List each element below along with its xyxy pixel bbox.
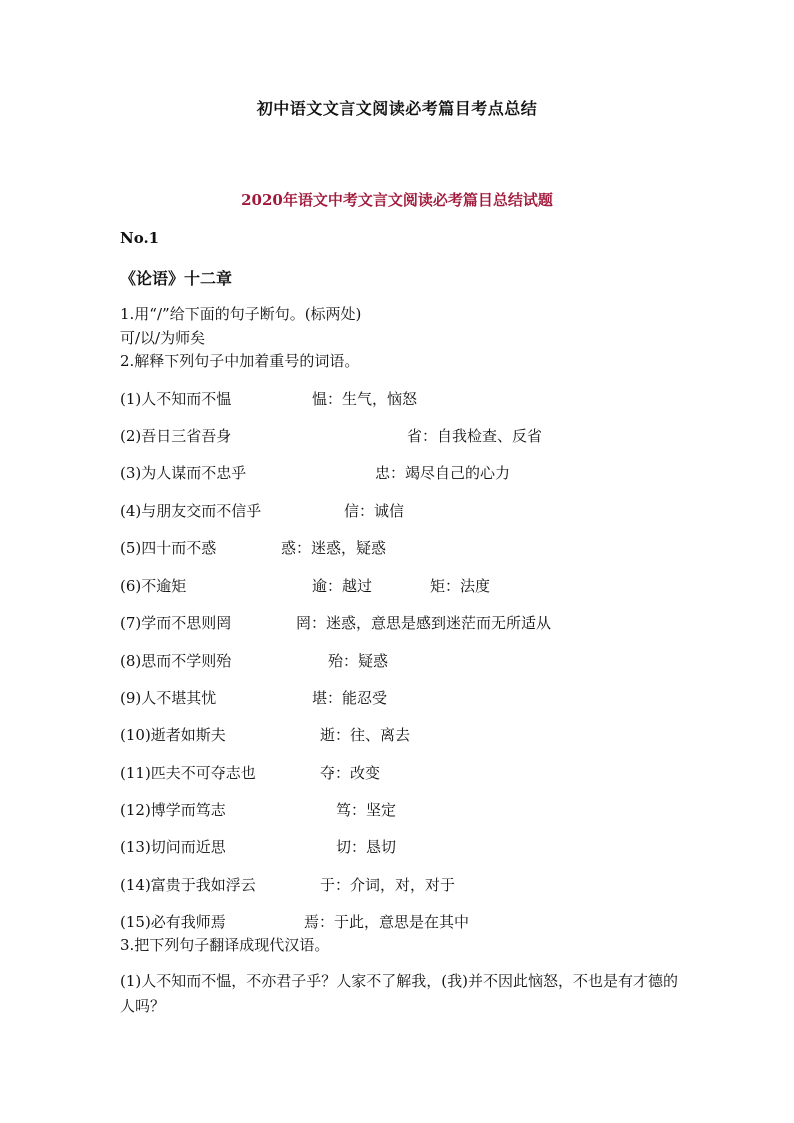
vocab-gloss: 逾：越过 xyxy=(312,577,373,595)
vocab-phrase: (6)不逾矩 xyxy=(120,577,187,595)
vocab-phrase: (9)人不堪其忧 xyxy=(120,689,217,707)
vocab-phrase: (7)学而不思则罔 xyxy=(120,614,232,632)
vocab-phrase: (5)四十而不惑 xyxy=(120,539,217,557)
section-number: No.1 xyxy=(120,229,160,247)
vocab-item xyxy=(120,874,720,894)
vocab-item xyxy=(120,612,720,632)
vocab-item xyxy=(120,799,720,819)
vocab-gloss: 殆：疑惑 xyxy=(328,652,389,670)
vocab-gloss: 堪：能忍受 xyxy=(312,689,388,707)
document-subtitle: 2020年语文中考文言文阅读必考篇目总结试题 xyxy=(241,191,553,209)
vocab-item xyxy=(120,425,720,445)
vocab-gloss: 焉：于此，意思是在其中 xyxy=(304,913,470,931)
vocab-item xyxy=(120,388,720,408)
vocab-phrase: (2)吾日三省吾身 xyxy=(120,427,232,445)
vocab-phrase: (15)必有我师焉 xyxy=(120,913,226,931)
vocab-gloss: 惑：迷惑，疑惑 xyxy=(281,539,387,557)
vocab-gloss: 罔：迷惑，意思是感到迷茫而无所适从 xyxy=(296,614,552,632)
question-2-prompt: 2.解释下列句子中加着重号的词语。 xyxy=(120,352,360,370)
chapter-heading: 《论语》十二章 xyxy=(120,269,233,288)
vocab-gloss: 逝：往、离去 xyxy=(320,726,411,744)
vocab-gloss: 忠：竭尽自己的心力 xyxy=(375,464,511,482)
question-3-prompt: 3.把下列句子翻译成现代汉语。 xyxy=(120,936,330,954)
vocab-gloss: 省：自我检查、反省 xyxy=(407,427,543,445)
vocab-item xyxy=(120,650,720,670)
vocab-item xyxy=(120,911,720,931)
vocab-gloss: 于：介词，对，对于 xyxy=(320,876,456,894)
vocab-item xyxy=(120,462,720,482)
vocab-item xyxy=(120,836,720,856)
vocab-gloss: 切：恳切 xyxy=(336,838,397,856)
vocab-gloss: 信：诚信 xyxy=(344,502,405,520)
vocab-phrase: (3)为人谋而不忠乎 xyxy=(120,464,247,482)
vocab-phrase: (1)人不知而不愠 xyxy=(120,390,232,408)
question-1-prompt: 1.用“/”给下面的句子断句。(标两处) xyxy=(120,305,362,323)
vocab-gloss: 笃：坚定 xyxy=(336,801,397,819)
document-title: 初中语文文言文阅读必考篇目考点总结 xyxy=(256,99,538,118)
vocab-item xyxy=(120,575,720,595)
vocab-item xyxy=(120,724,720,744)
vocab-phrase: (10)逝者如斯夫 xyxy=(120,726,226,744)
vocab-phrase: (12)博学而笃志 xyxy=(120,801,226,819)
vocab-gloss-secondary: 矩：法度 xyxy=(430,577,491,595)
vocab-gloss: 夺：改变 xyxy=(320,764,381,782)
vocab-item xyxy=(120,500,720,520)
vocab-item xyxy=(120,762,720,782)
vocab-phrase: (4)与朋友交而不信乎 xyxy=(120,502,262,520)
vocab-item xyxy=(120,687,720,707)
translation-item: (1)人不知而不愠，不亦君子乎？人家不了解我，(我)并不因此恼怒，不也是有才德的人吗？ xyxy=(120,972,678,1015)
question-1-answer: 可/以/为师矣 xyxy=(120,329,206,347)
vocab-phrase: (8)思而不学则殆 xyxy=(120,652,232,670)
vocab-gloss: 愠：生气，恼怒 xyxy=(312,390,418,408)
vocab-item xyxy=(120,537,720,557)
vocab-phrase: (14)富贵于我如浮云 xyxy=(120,876,256,894)
vocab-phrase: (11)匹夫不可夺志也 xyxy=(120,764,256,782)
vocab-phrase: (13)切问而近思 xyxy=(120,838,226,856)
